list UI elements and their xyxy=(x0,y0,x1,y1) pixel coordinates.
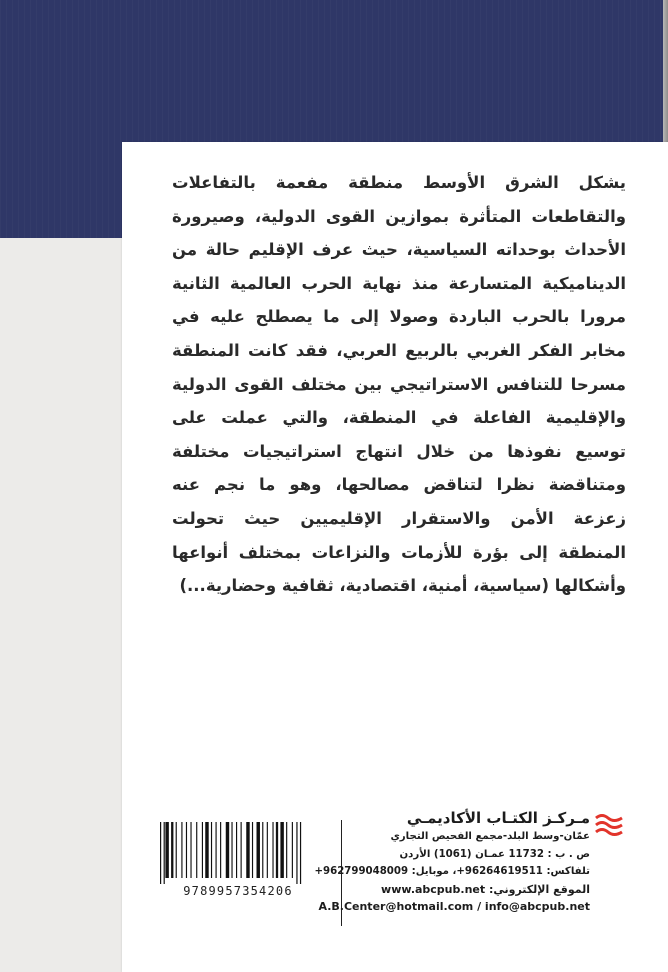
barcode-bar xyxy=(216,822,217,878)
barcode-guard xyxy=(296,822,297,884)
publisher-website: الموقع الإلكتروني: www.abcpub.net xyxy=(381,882,590,896)
barcode-bar xyxy=(246,822,249,878)
barcode-bar xyxy=(267,822,268,878)
barcode-bar xyxy=(211,822,212,878)
barcode-guard xyxy=(160,822,161,884)
barcode-bar xyxy=(181,822,182,878)
publisher-emails: A.B.Center@hotmail.com / info@abcpub.net xyxy=(318,900,590,913)
publisher-info xyxy=(314,808,590,916)
barcode-bar xyxy=(257,822,260,878)
barcode-bar xyxy=(231,822,232,878)
barcode-guard xyxy=(300,822,301,884)
barcode-bar xyxy=(190,822,191,878)
barcode-bar xyxy=(252,822,253,878)
barcode-bar xyxy=(205,822,208,878)
publisher-phones: تلفاكس: 96264619511+، موبايل: 962799048009+ xyxy=(314,866,590,877)
barcode-guard xyxy=(164,822,165,884)
barcode-bar xyxy=(220,822,221,878)
back-cover-blurb: يشكل الشرق الأوسط منطقة مفعمة بالتفاعلات والتقاطعات المتأثرة بموازين القوى الدولية، وصيرورة الأحداث بوحداته السياسية، حيث عرف الإقليم حالة من الديناميكية المتسارعة منذ نهاية الحرب العالمية الثانية مرورا بالحرب الباردة وصولا إلى ما يصطلح عليه في مخابر الفكر الغربي بالربيع العربي، فقد كانت المنطقة مسرحا للتنافس الاستراتيجي بين مختلف القوى الدولية والإقليمية الفاعلة في المنطقة، والتي عملت على توسيع نفوذها من خلال انتهاج استراتيجيات مختلفة ومتناقضة نظرا لتناقض مصالحها، وهو ما نجم عنه زعزعة الأمن والاستقرار الإقليميين حيث تحولت المنطقة إلى بؤرة للأزمات والنزاعات بمختلف أنواعها وأشكالها (سياسية، أمنية، اقتصادية، ثقافية وحضارية...) xyxy=(172,173,626,596)
barcode-bar xyxy=(196,822,197,878)
barcode-bar xyxy=(262,822,263,878)
isbn-barcode xyxy=(156,822,320,902)
barcode-bar xyxy=(226,822,229,878)
barcode-bar xyxy=(171,822,173,878)
barcode-bar xyxy=(202,822,203,878)
publisher-logo-icon xyxy=(594,812,624,838)
barcode-bar xyxy=(236,822,237,878)
barcode-bars xyxy=(156,822,320,884)
isbn-number: 9789957354206 xyxy=(183,884,293,898)
barcode-bar xyxy=(272,822,273,878)
publisher-address: عمّان-وسط البلد-مجمع الفحيص التجاري xyxy=(390,831,590,842)
publisher-pobox: ص . ب : 11732 عمـان (1061) الأردن xyxy=(399,848,590,860)
barcode-bar xyxy=(286,822,287,878)
barcode-bar xyxy=(292,822,293,878)
barcode-bar xyxy=(165,822,168,878)
publisher-name: مـركـز الكتـاب الأكاديمـي xyxy=(406,809,590,827)
barcode-bar xyxy=(241,822,242,878)
barcode-bar xyxy=(176,822,177,878)
barcode-bar xyxy=(280,822,283,878)
barcode-bar xyxy=(186,822,187,878)
barcode-bar xyxy=(276,822,278,878)
